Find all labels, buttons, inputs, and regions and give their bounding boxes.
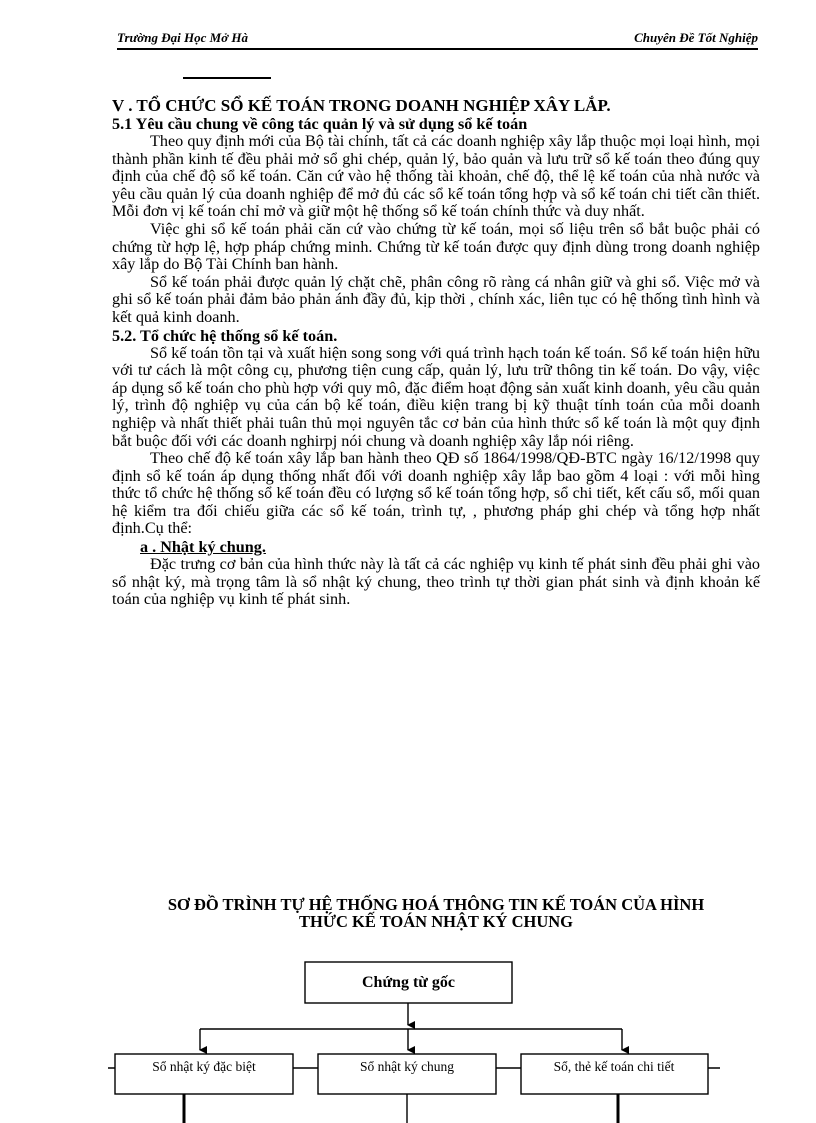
root-box-label: Chứng từ gốc [362, 974, 455, 991]
box-detail-ledger-label: Sổ, thẻ kế toán chi tiết [553, 1059, 675, 1074]
diagram-title-line-1: SƠ ĐỒ TRÌNH TỰ HỆ THỐNG HOÁ THÔNG TIN KẾ TOÁN CỦA HÌNH [167, 895, 705, 914]
box-special-journal-label: Sổ nhật ký đặc biệt [152, 1059, 256, 1074]
box-general-journal-label: Sổ nhật ký chung [359, 1059, 455, 1074]
subsection-heading-5-2: 5.2. Tổ chức hệ thống sổ kế toán. [112, 326, 338, 345]
section-title: V . TỔ CHỨC SỔ KẾ TOÁN TRONG DOANH NGHIỆP XÂY LẮP. [112, 96, 611, 115]
subsection-heading-5-1: 5.1 Yêu cầu chung về công tác quản lý và sử dụng sổ kế toán [112, 115, 528, 133]
paragraph: Theo chế độ kế toán xây lắp ban hành theo QĐ số 1864/1998/QĐ-BTC ngày 16/12/1998 quy định sổ kế toán áp dụng thống nhất đối với doanh nghiệp xây lắp bao gồm 4 loại : với mỗi hìng thức tổ chức hệ thống sổ kế toán đều có lượng sổ kế toán tổng hợp, sổ chi tiết, kết cấu sổ, mối quan hệ kiểm tra đối chiếu giữa các sổ kế toán, trình tự, , phương pháp ghi chép và tổng hợp nhất định.Cụ thể: [112, 449, 760, 538]
paragraph: Đặc trưng cơ bản của hình thức này là tất cả các nghiệp vụ kinh tế phát sinh đều phải ghi vào sổ nhật ký, mà trọng tâm là sổ nhật ký chung, theo trình tự thời gian phát sinh và định khoản kế toán của nghiệp vụ kinh tế phát sinh. [112, 555, 760, 609]
paragraph: Sổ kế toán phải được quản lý chặt chẽ, phân công rõ ràng cá nhân giữ và ghi sổ. Việc mở và ghi sổ kế toán phải đảm bảo phản ánh đầy đủ, kịp thời , chính xác, liên tục có hệ thống tình hình và kết quả kinh doanh. [112, 272, 760, 326]
paragraph: Theo quy định mới của Bộ tài chính, tất cả các doanh nghiệp xây lắp thuộc mọi loại hình, mọi thành phần kinh tế đều phải mở sổ ghi chép, quản lý, bảo quản và lưu trữ sổ kế toán theo đúng quy định của chế độ sổ kế toán. Căn cứ vào hệ thống tài khoản, chế độ, thể lệ kế toán của nhà nước và yêu cầu quản lý của doanh nghiệp để mở đủ các sổ kế toán tổng hợp và sổ kế toán chi tiết cần thiết. Mỗi đơn vị kế toán chỉ mở và giữ một hệ thống sổ kế toán chính thức và duy nhất. [112, 132, 760, 221]
header-document-type: Chuyên Đề Tốt Nghiệp [634, 30, 758, 45]
paragraph: Việc ghi sổ kế toán phải căn cứ vào chứng từ kế toán, mọi số liệu trên sổ bắt buộc phải có chứng từ hợp lệ, hợp pháp chứng minh. Chứng từ kế toán được quy định dùng trong doanh nghiệp xây lắp do Bộ Tài Chính ban hành. [112, 219, 760, 274]
paragraph: Sổ kế toán tồn tại và xuất hiện song song với quá trình hạch toán kế toán. Sổ kế toán hiện hữu với tư cách là một công cụ, phương tiện cung cấp, quản lý, lưu trữ thông tin kế toán. Do vậy, việc áp dụng sổ kế toán cho phù hợp với quy mô, đặc điểm hoạt động sản xuất kinh doanh, yêu cầu quản lý, trình độ nghiệp vụ của cán bộ kế toán, điều kiện trang bị kỹ thuật tính toán của mỗi doanh nghiệp và nhất thiết phải tuân thủ mọi nguyên tắc cơ bản của hình thức sổ kế toán là một quy định bắt buộc đối với các doanh nghirpj nói chung và doanh nghiệp xây lắp nói riêng. [112, 343, 760, 450]
item-heading-a: a . Nhật ký chung. [140, 538, 266, 557]
header-school-name: Trường Đại Học Mở Hà [117, 30, 249, 45]
diagram-title-line-2: THỨC KẾ TOÁN NHẬT KÝ CHUNG [299, 912, 573, 931]
